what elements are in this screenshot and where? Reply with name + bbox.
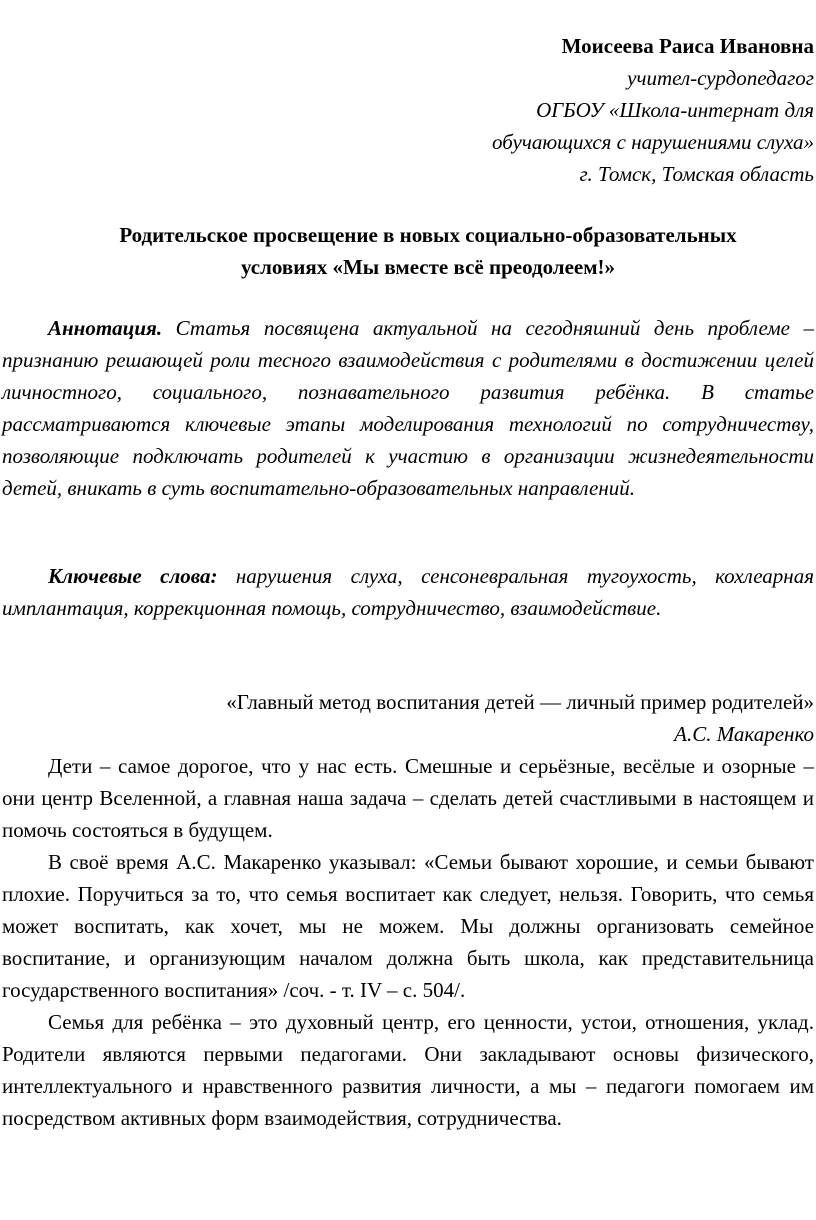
author-block [492,30,814,190]
paragraph: Дети – самое дорогое, что у нас есть. Смешные и серьёзные, весёлые и озорные – они центр Вселенной, а главная наша задача – сделать детей счастливыми в настоящем и помочь состояться в будущем. [2,754,814,842]
annotation-label: Аннотация. [48,316,163,340]
author-organization: ОГБОУ «Школа-интернат для [536,98,814,122]
keywords-text: нарушения слуха, сенсоневральная тугоухость, кохлеарная имплантация, коррекционная помощь, сотрудничество, взаимодействие. [2,564,814,620]
epigraph [226,686,814,750]
author-location: г. Томск, Томская область [579,162,814,186]
epigraph-author: А.С. Макаренко [674,722,814,746]
epigraph-quote: «Главный метод воспитания детей — личный пример родителей» [226,690,814,714]
article-title-line-1: Родительское просвещение в новых социально-образовательных [119,223,737,247]
keywords-label: Ключевые слова: [48,564,218,588]
body-text [2,750,814,1134]
annotation [2,312,814,504]
article-title-line-2: условиях «Мы вместе всё преодолеем!» [240,255,616,279]
author-name: Моисеева Раиса Ивановна [561,34,814,58]
paragraph: В своё время А.С. Макаренко указывал: «Семьи бывают хорошие, и семьи бывают плохие. Поручиться за то, что семья воспитает как следует, нельзя. Говорить, что семья может воспитать, как хочет, мы не можем. Мы должны организовать семейное воспитание, и организующим началом должна быть школа, как представительница государственного воспитания» /соч. - т. IV – с. 504/. [2,850,814,1002]
keywords [2,560,814,624]
annotation-text: Статья посвящена актуальной на сегодняшний день проблеме – признанию решающей роли тесного взаимодействия с родителями в достижении целей личностного, социального, познавательного развития ребёнка. В статье рассматриваются ключевые этапы моделирования технологий по сотрудничеству, позволяющие подключать родителей к участию в организации жизнедеятельности детей, вникать в суть воспитательно-образовательных направлений. [2,316,814,500]
paragraph: Семья для ребёнка – это духовный центр, его ценности, устои, отношения, уклад. Родители являются первыми педагогами. Они закладывают основы физического, интеллектуального и нравственного развития личности, а мы – педагоги помогаем им посредством активных форм взаимодействия, сотрудничества. [2,1010,814,1130]
author-position: учител-сурдопедагог [627,66,814,90]
author-organization-cont: обучающихся с нарушениями слуха» [492,130,814,154]
article-title [40,219,816,283]
